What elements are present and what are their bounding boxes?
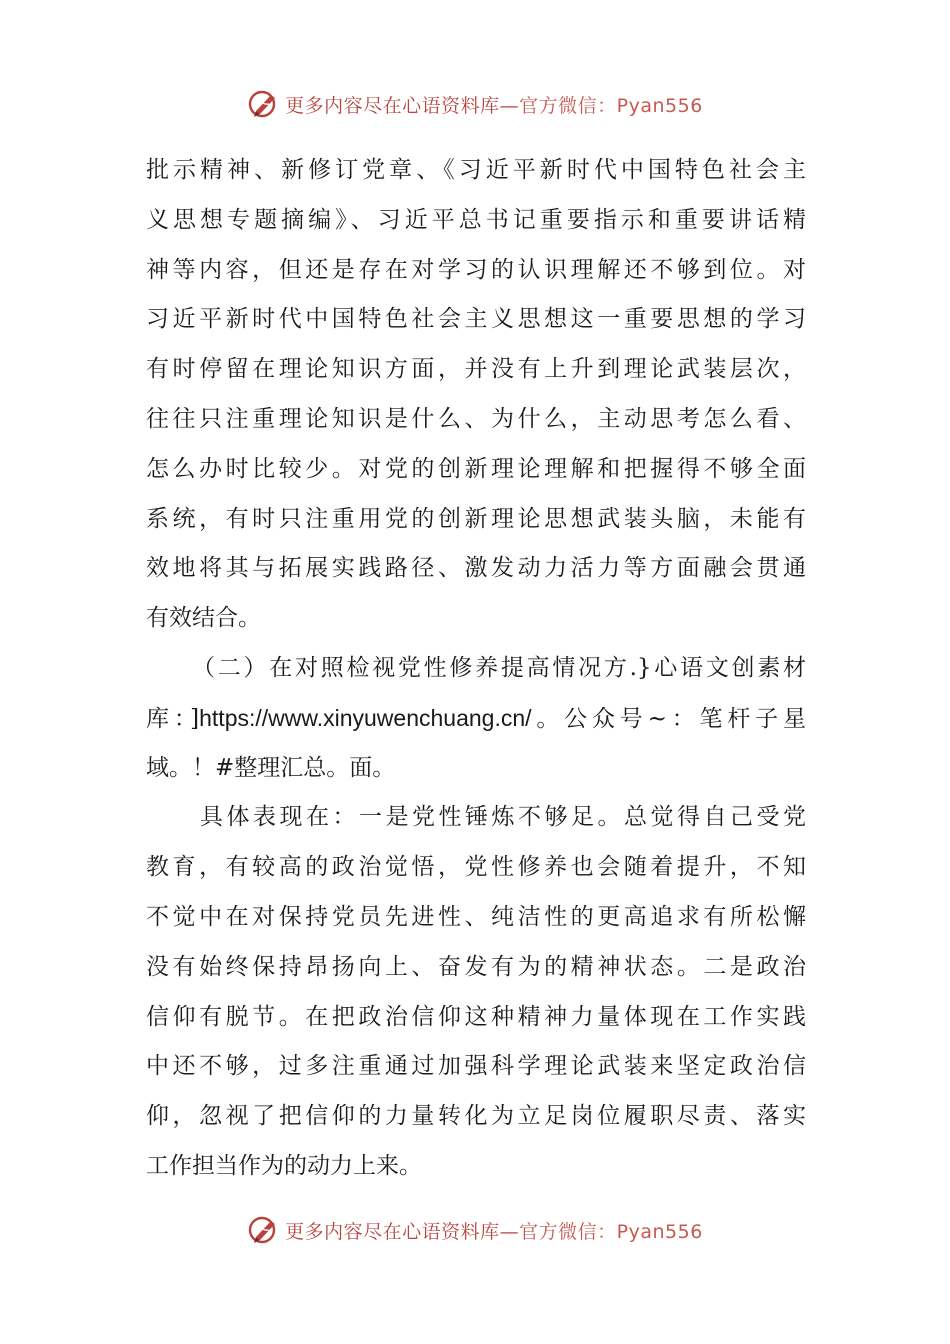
text-line xyxy=(146,694,806,744)
text-line: 仰，忽视了把信仰的力量转化为立足岗位履职尽责、落实 xyxy=(146,1103,806,1130)
text-line: 工作担当作为的动力上来。 xyxy=(146,1152,422,1179)
banner-title: 更多内容尽在心语资料库 xyxy=(285,1220,500,1243)
text-line: 没有始终保持昂扬向上、奋发有为的精神状态。二是政治 xyxy=(146,953,806,980)
paragraph-2 xyxy=(146,644,806,793)
footer-banner xyxy=(0,1210,950,1250)
banner-dash: — xyxy=(499,1220,520,1243)
text-line: 义思想专题摘编》、习近平总书记重要指示和重要讲话精 xyxy=(146,206,806,233)
text-line: 信仰有脱节。在把政治信仰这种精神力量体现在工作实践 xyxy=(146,1003,806,1030)
text-fragment: 。公众号~：笔杆子星 xyxy=(531,705,806,732)
pen-logo-icon xyxy=(247,87,281,121)
text-line: 有效结合。 xyxy=(146,605,261,632)
header-banner xyxy=(0,84,950,124)
text-line: 批示精神、新修订党章、《习近平新时代中国特色社会主 xyxy=(146,157,806,183)
pen-logo-icon xyxy=(247,1213,281,1247)
text-line: 怎么办时比较少。对党的创新理论理解和把握得不够全面 xyxy=(146,455,806,482)
banner-title: 更多内容尽在心语资料库 xyxy=(285,94,500,117)
text-line: 系统，有时只注重用党的创新理论思想武装头脑，未能有 xyxy=(146,505,806,532)
source-url-link[interactable]: https://www.xinyuwenchuang.cn/ xyxy=(199,704,532,731)
text-line: 往往只注重理论知识是什么、为什么，主动思考怎么看、 xyxy=(146,405,806,432)
banner-wechat: 官方微信：Pyan556 xyxy=(519,94,703,117)
text-line: 中还不够，过多注重通过加强科学理论武装来坚定政治信 xyxy=(146,1053,806,1080)
paragraph-3 xyxy=(146,793,806,1191)
text-fragment: 库：] xyxy=(146,705,200,732)
text-line: 效地将其与拓展实践路径、激发动力活力等方面融会贯通 xyxy=(146,555,806,582)
section-heading-line: （二）在对照检视党性修养提高情况方.}心语文创素材 xyxy=(192,654,806,681)
text-line: 神等内容，但还是存在对学习的认识理解还不够到位。对 xyxy=(146,256,806,283)
document-body xyxy=(146,146,806,1192)
banner-dash: — xyxy=(499,94,520,117)
text-line: 具体表现在：一是党性锤炼不够足。总觉得自己受党 xyxy=(200,804,806,831)
text-line: 不觉中在对保持党员先进性、纯洁性的更高追求有所松懈 xyxy=(146,903,806,930)
text-line: 域。！#整理汇总。面。 xyxy=(146,754,396,781)
paragraph-1 xyxy=(146,146,806,644)
banner-wechat: 官方微信：Pyan556 xyxy=(519,1220,703,1243)
text-line: 有时停留在理论知识方面，并没有上升到理论武装层次， xyxy=(146,356,806,383)
text-line: 习近平新时代中国特色社会主义思想这一重要思想的学习 xyxy=(146,306,806,333)
text-line: 教育，有较高的政治觉悟，党性修养也会随着提升，不知 xyxy=(146,854,806,881)
